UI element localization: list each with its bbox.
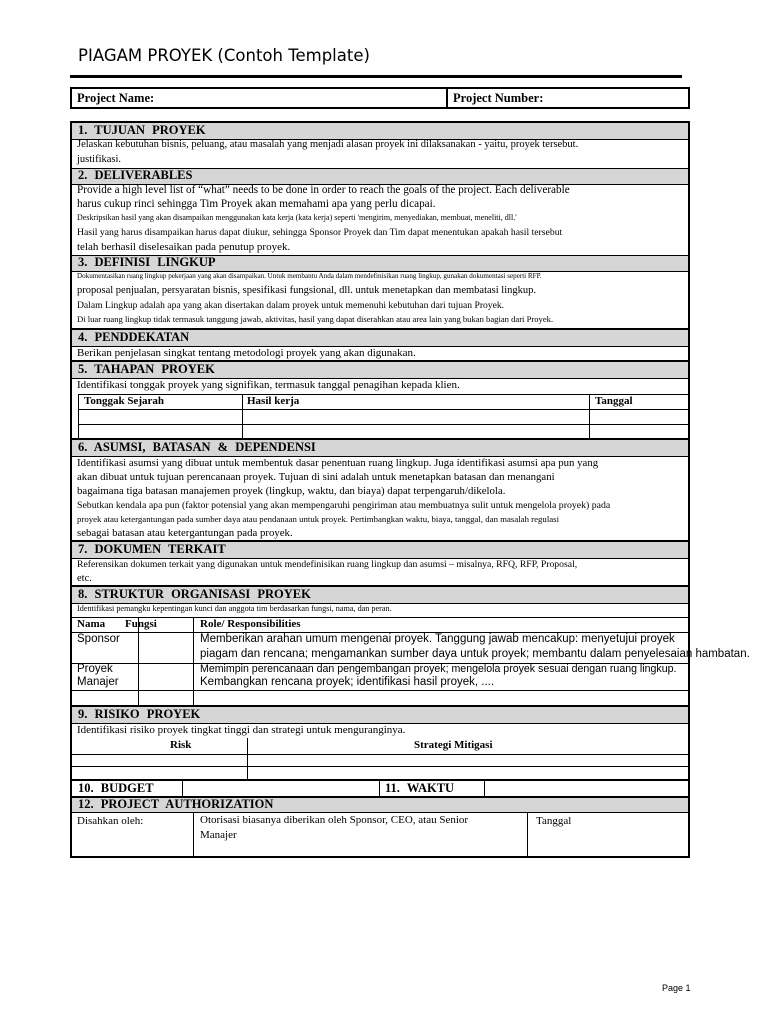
date-column-header: Tanggal — [595, 395, 633, 407]
milestone-table-rule — [242, 394, 243, 438]
role-column-header: Role/ Responsibilities — [200, 618, 301, 630]
section-3-text: Dalam Lingkup adalah apa yang akan disertakan dalam proyek untuk memenuhi kebutuhan dari tujuan Proyek. — [77, 300, 505, 311]
name-column-header: Nama — [77, 618, 106, 630]
section-10-title: 10. BUDGET — [78, 781, 154, 795]
section-6-text: Identifikasi asumsi yang dibuat untuk membentuk dasar penentuan ruang lingkup. Juga identifikasi asumsi apa pun yang — [77, 457, 599, 469]
section-6-title: 6. ASUMSI, BATASAN & DEPENDENSI — [78, 440, 316, 454]
section-2-text: Provide a high level list of “what” needs to be done in order to reach the goals of the project. Each deliverable — [77, 184, 570, 196]
milestone-table-rule — [78, 409, 688, 410]
section-4-title: 4. PENDDEKATAN — [78, 330, 190, 344]
section-6-text: sebagai batasan atau ketergantungan pada proyek. — [77, 527, 293, 539]
section-3-text: Dokumentasikan ruang lingkup pekerjaan yang akan disampaikan. Untuk membantu Anda dalam mendefinisikan ruang lingkup, gunakan dokumentasi seperti RFP. — [77, 272, 542, 280]
page-number: Page 1 — [662, 983, 691, 993]
risk-column-header: Risk — [170, 739, 192, 751]
charter-table — [70, 121, 750, 858]
milestone-table-rule — [78, 424, 688, 425]
section-2-title: 2. DELIVERABLES — [78, 168, 193, 182]
section-9-text: Identifikasi risiko proyek tingkat tinggi dan strategi untuk menguranginya. — [77, 724, 406, 736]
section-6-text: proyek atau ketergantungan pada sumber daya atau pendanaan untuk proyek. Pertimbangkan waktu, biaya, tanggal, dan masalah regulasi — [77, 514, 560, 524]
section-8-title: 8. STRUKTUR ORGANISASI PROYEK — [78, 587, 311, 601]
section-1-text: justifikasi. — [77, 154, 122, 165]
section-3-title: 3. DEFINISI LINGKUP — [78, 255, 216, 269]
section-5-title: 5. TAHAPAN PROYEK — [78, 362, 215, 376]
budget-divider — [182, 781, 183, 796]
section-2-text: harus cukup rinci sehingga Tim Proyek akan memahami apa yang perlu dicapai. — [77, 198, 436, 210]
milestone-column-header: Tonggak Sejarah — [84, 395, 164, 407]
project-number-label[interactable]: Project Number: — [453, 91, 544, 105]
function-column-header: Fungsi — [125, 618, 157, 630]
section-6-text: akan dibuat untuk tujuan perencanaan proyek. Tujuan di sini adalah untuk menetapkan batasan dan menangani — [77, 471, 555, 483]
section-6-text: bagaimana tiga batasan manajemen proyek (lingkup, waktu, dan biaya) dapat terpengaruh/dikelola. — [77, 485, 506, 497]
document-title: PIAGAM PROYEK (Contoh Template) — [78, 46, 370, 65]
section-3-text: proposal penjualan, persyaratan bisnis, spesifikasi fungsional, dll. untuk menetapkan dan membatasi lingkup. — [77, 285, 536, 296]
risk-table-rule — [72, 754, 688, 755]
section-5-text: Identifikasi tonggak proyek yang signifikan, termasuk tanggal penagihan kepada klien. — [77, 379, 460, 391]
authorization-note: Manajer — [200, 829, 237, 841]
org-table-rule — [193, 617, 194, 705]
authorization-divider — [527, 812, 528, 858]
project-manager-role: Memimpin perencanaan dan pengembangan proyek; mengelola proyek sesuai dengan ruang lingkup. — [200, 663, 677, 675]
rule — [72, 812, 688, 813]
section-1-text: Jelaskan kebutuhan bisnis, peluang, atau masalah yang menjadi alasan proyek ini dilaksanakan - yaitu, proyek tersebut. — [77, 139, 579, 150]
org-table-rule — [72, 690, 688, 691]
section-7-text: Referensikan dokumen terkait yang digunakan untuk mendefinisikan ruang lingkup dan asumsi – misalnya, RFQ, RFP, Proposal, — [77, 559, 578, 570]
mitigation-column-header: Strategi Mitigasi — [414, 739, 493, 751]
sponsor-name: Sponsor — [77, 633, 120, 645]
section-2-text: Hasil yang harus disampaikan harus dapat diukur, sehingga Sponsor Proyek dan Tim dapat menentukan apakah hasil tersebut — [77, 227, 563, 238]
section-7-text: etc. — [77, 573, 92, 584]
section-2-text: Deskripsikan hasil yang akan disampaikan menggunakan kata kerja (kata kerja) seperti 'mengirim, menyediakan, membuat, meneliti, dll.' — [77, 213, 517, 222]
section-1-title: 1. TUJUAN PROYEK — [78, 123, 206, 137]
section-2-text: telah berhasil diselesaikan pada penutup proyek. — [77, 241, 291, 253]
section-12-title: 12. PROJECT AUTHORIZATION — [78, 797, 274, 811]
sponsor-role: Memberikan arahan umum mengenai proyek. Tanggung jawab mencakup: menyetujui proyek — [200, 633, 675, 645]
rule — [72, 779, 688, 781]
date-label: Tanggal — [536, 815, 572, 827]
section-9-title: 9. RISIKO PROYEK — [78, 707, 201, 721]
title-rule — [70, 75, 682, 78]
milestone-table-rule — [589, 394, 590, 438]
project-manager-name: Proyek — [77, 663, 113, 675]
project-manager-role: Kembangkan rencana proyek; identifikasi hasil proyek, .... — [200, 676, 495, 688]
section-6-text: Sebutkan kendala apa pun (faktor potensial yang akan mempengaruhi pengiriman atau membuatnya sulit untuk mengelola proyek) pada — [77, 500, 611, 511]
project-name-label[interactable]: Project Name: — [77, 91, 155, 105]
org-table-rule — [138, 617, 139, 705]
authorization-note: Otorisasi biasanya diberikan oleh Sponsor, CEO, atau Senior — [200, 814, 469, 826]
project-name-table — [70, 87, 690, 109]
authorization-divider — [193, 812, 194, 858]
budget-divider — [484, 781, 485, 796]
sponsor-role: piagam dan rencana; mengamankan sumber daya untuk proyek; membantu dalam penyelesaian hambatan. — [200, 648, 750, 660]
risk-table-rule — [72, 766, 688, 767]
project-manager-name: Manajer — [77, 676, 119, 688]
section-11-title: 11. WAKTU — [385, 781, 455, 795]
section-8-text: Identifikasi pemangku kepentingan kunci dan anggota tim berdasarkan fungsi, nama, dan peran. — [77, 604, 392, 613]
section-7-title: 7. DOKUMEN TERKAIT — [78, 542, 226, 556]
milestone-table-rule — [78, 394, 79, 438]
budget-divider — [379, 781, 380, 796]
deliverable-column-header: Hasil kerja — [247, 395, 300, 407]
risk-table-rule — [247, 738, 248, 779]
section-4-text: Berikan penjelasan singkat tentang metodologi proyek yang akan digunakan. — [77, 347, 416, 359]
section-3-text: Di luar ruang lingkup tidak termasuk tanggung jawab, aktivitas, hasil yang dapat diserahkan atau area lain yang bukan bagian dari Proyek. — [77, 314, 554, 324]
rule — [72, 617, 688, 618]
approved-by-label: Disahkan oleh: — [77, 815, 144, 827]
